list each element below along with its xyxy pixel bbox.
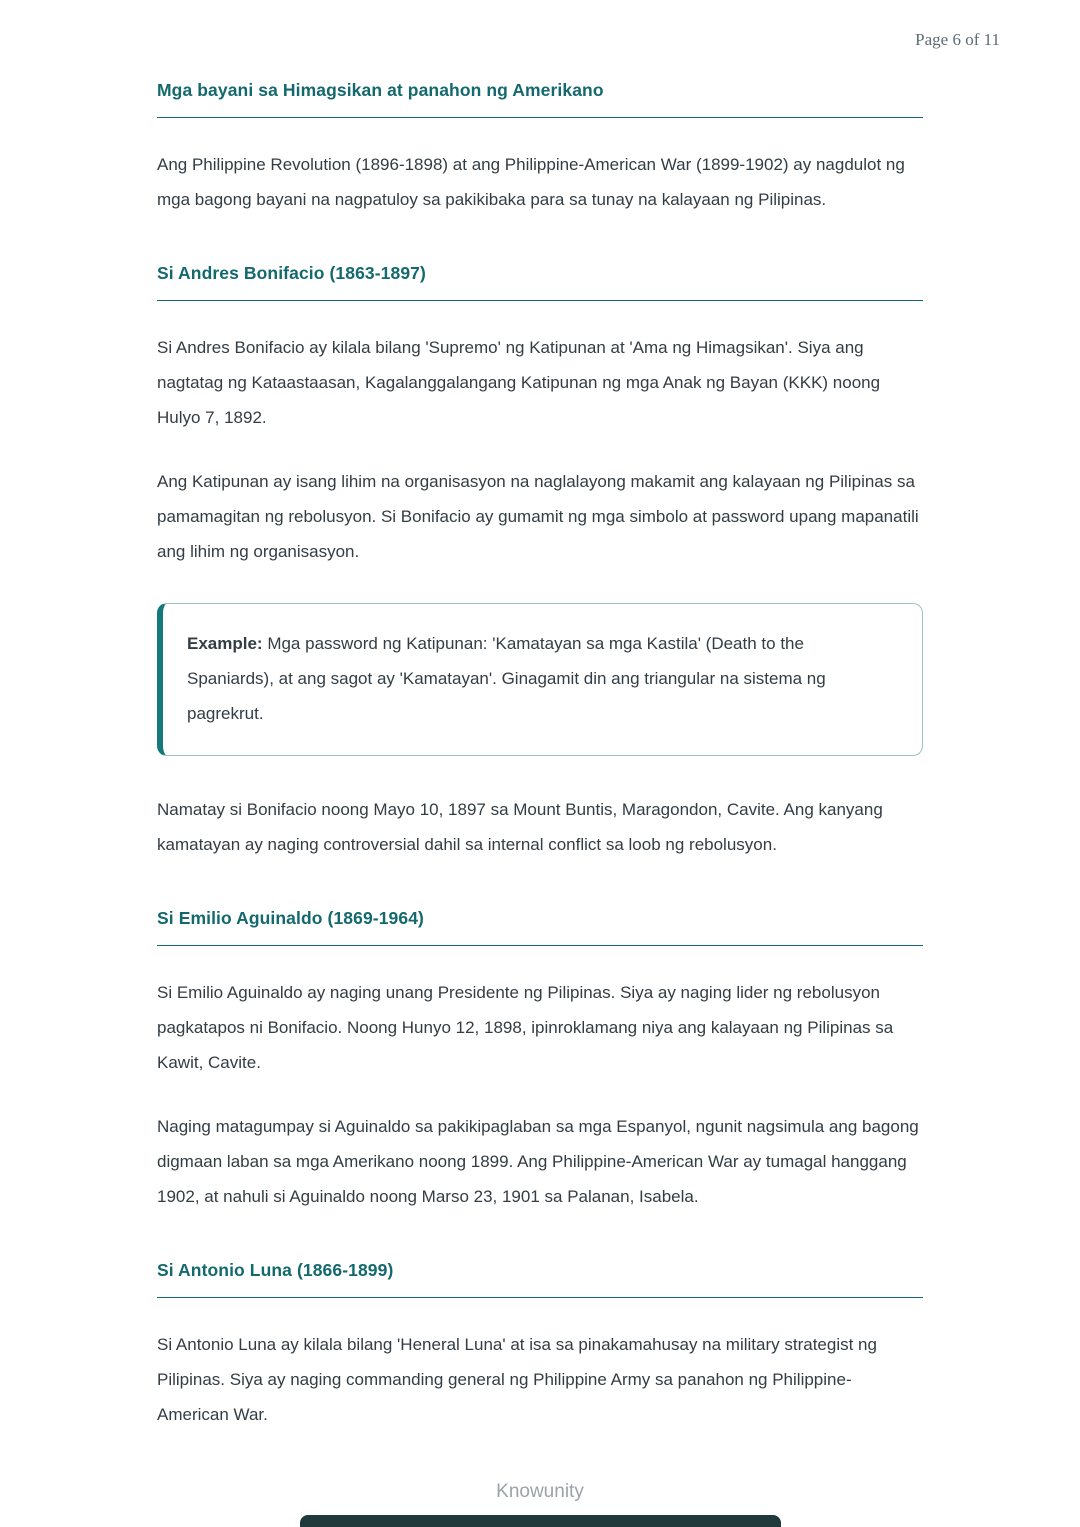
bonifacio-paragraph-1: Si Andres Bonifacio ay kilala bilang 'Supremo' ng Katipunan at 'Ama ng Himagsikan'. Siya ang nagtatag ng Kataastaasan, Kagalanggalangang Katipunan ng mga Anak ng Bayan (KKK) noong Hulyo 7, 1892. (157, 338, 881, 427)
example-text (187, 626, 894, 731)
main-section-heading: Mga bayani sa Himagsikan at panahon ng Amerikano (157, 80, 923, 118)
aguinaldo-paragraph-2: Naging matagumpay si Aguinaldo sa pakikipaglaban sa mga Espanyol, ngunit nagsimula ang bagong digmaan laban sa mga Amerikano noong 1899. Ang Philippine-American War ay tumagal hanggang 1902, at nahuli si Aguinaldo noong Marso 23, 1901 sa Palanan, Isabela. (157, 1117, 919, 1206)
document-content (157, 80, 923, 1432)
example-callout-box (157, 603, 923, 756)
footer-brand: Knowunity (496, 1481, 584, 1502)
section-heading-bonifacio: Si Andres Bonifacio (1863-1897) (157, 263, 923, 301)
luna-paragraph-1: Si Antonio Luna ay kilala bilang 'Heneral Luna' at isa sa pinakamahusay na military strategist ng Pilipinas. Siya ay naging commanding general ng Philippine Army sa panahon ng Philippine-American War. (157, 1335, 877, 1424)
section-heading-aguinaldo: Si Emilio Aguinaldo (1869-1964) (157, 908, 923, 946)
section-heading-luna: Si Antonio Luna (1866-1899) (157, 1260, 923, 1298)
bonifacio-paragraph-2: Ang Katipunan ay isang lihim na organisasyon na naglalayong makamit ang kalayaan ng Pilipinas sa pamamagitan ng rebolusyon. Si Bonifacio ay gumamit ng mga simbolo at password upang mapanatili ang lihim ng organisasyon. (157, 472, 919, 561)
example-label: Example: (187, 634, 263, 653)
aguinaldo-paragraph-1: Si Emilio Aguinaldo ay naging unang Presidente ng Pilipinas. Siya ay naging lider ng rebolusyon pagkatapos ni Bonifacio. Noong Hunyo 12, 1898, ipinroklamang niya ang kalayaan ng Pilipinas sa Kawit, Cavite. (157, 983, 894, 1072)
bonifacio-paragraph-3: Namatay si Bonifacio noong Mayo 10, 1897 sa Mount Buntis, Maragondon, Cavite. Ang kanyang kamatayan ay naging controversial dahil sa internal conflict sa loob ng rebolusyon. (157, 800, 883, 854)
example-body: Mga password ng Katipunan: 'Kamatayan sa mga Kastila' (Death to the Spaniards), at ang sagot ay 'Kamatayan'. Ginagamit din ang triangular na sistema ng pagrekrut. (187, 634, 826, 723)
bottom-partial-bar (300, 1515, 781, 1527)
intro-paragraph: Ang Philippine Revolution (1896-1898) at ang Philippine-American War (1899-1902) ay nagdulot ng mga bagong bayani na nagpatuloy sa pakikibaka para sa tunay na kalayaan ng Pilipinas. (157, 155, 905, 209)
page-number-indicator: Page 6 of 11 (915, 30, 1000, 49)
